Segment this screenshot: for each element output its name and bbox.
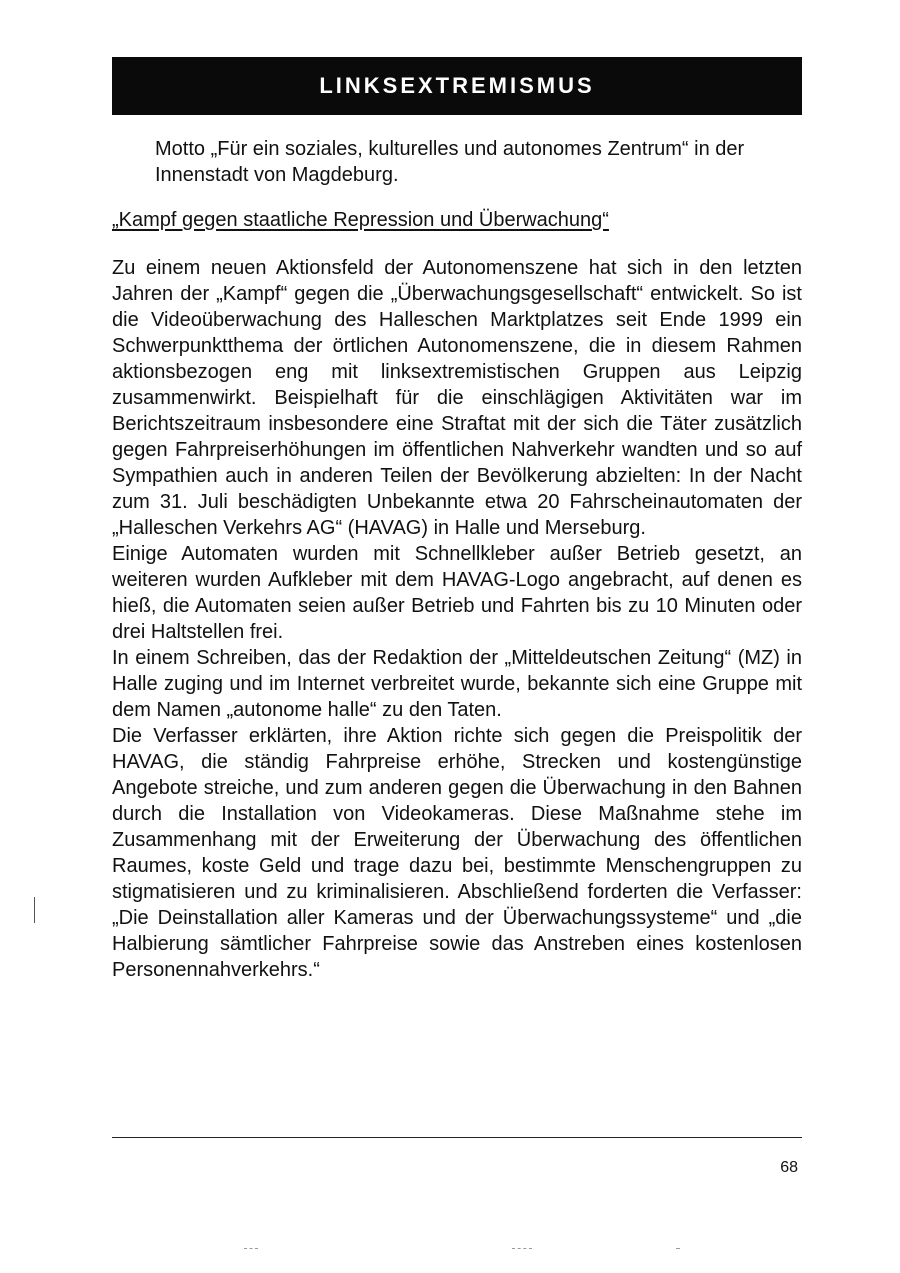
section-heading: „Kampf gegen staatliche Repression und Überwachung“ <box>112 209 609 231</box>
paragraph: Zu einem neuen Aktionsfeld der Autonomenszene hat sich in den letzten Jahren der „Kampf“ gegen die „Überwachungsgesellschaft“ entwickelt. So ist die Videoüberwachung des Halleschen Marktplatzes seit Ende 1999 ein Schwerpunktthema der örtlichen Autonomenszene, die in diesem Rahmen aktionsbezogen eng mit linksextremistischen Gruppen aus Leipzig zusammenwirkt. Beispielhaft für die einschlägigen Aktivitäten war im Berichtszeitraum insbesondere eine Straftat mit der sich die Täter zusätzlich gegen Fahrpreiserhöhungen im öffentlichen Nahverkehr wandten und so auf Sympathien auch in anderen Teilen der Bevölkerung abzielten: In der Nacht zum 31. Juli beschädigten Unbekannte etwa 20 Fahrscheinautomaten der „Halleschen Verkehrs AG“ (HAVAG) in Halle und Merseburg. <box>112 257 802 539</box>
paragraph: Einige Automaten wurden mit Schnellkleber außer Betrieb gesetzt, an weiteren wurden Aufkleber mit dem HAVAG-Logo angebracht, auf denen es hieß, die Automaten seien außer Betrieb und Fahrten bis zu 10 Minuten oder drei Haltstellen frei. <box>112 543 802 643</box>
footer-rule <box>112 1137 802 1138</box>
chapter-header-bar <box>112 57 802 115</box>
scan-artifact <box>512 1248 532 1249</box>
page-number: 68 <box>780 1159 798 1176</box>
margin-mark <box>34 897 35 923</box>
scan-artifact <box>244 1248 258 1249</box>
paragraph: Die Verfasser erklärten, ihre Aktion richte sich gegen die Preispolitik der HAVAG, die ständig Fahrpreise erhöhe, Strecken und kostengünstige Angebote streiche, und zum anderen gegen die Überwachung in den Bahnen durch die Installation von Videokameras. Diese Maßnahme stehe im Zusammenhang mit der Erweiterung der Überwachung des öffentlichen Raumes, koste Geld und trage dazu bei, bestimmte Menschengruppen zu stigmatisieren und zu kriminalisieren. Abschließend forderten die Verfasser: „Die Deinstallation aller Kameras und der Überwachungssysteme“ und „die Halbierung sämtlicher Fahrpreise sowie das Anstreben eines kostenlosen Personennahverkehrs.“ <box>112 725 802 981</box>
body-text <box>112 255 802 983</box>
chapter-title: LINKSEXTREMISMUS <box>319 73 595 98</box>
paragraph: In einem Schreiben, das der Redaktion der „Mitteldeutschen Zeitung“ (MZ) in Halle zuging und im Internet verbreitet wurde, bekannte sich eine Gruppe mit dem Namen „autonome halle“ zu den Taten. <box>112 647 802 721</box>
scan-artifact <box>676 1248 680 1249</box>
motto-text: Motto „Für ein soziales, kulturelles und autonomes Zentrum“ in der Innenstadt von Magdeburg. <box>155 138 745 186</box>
